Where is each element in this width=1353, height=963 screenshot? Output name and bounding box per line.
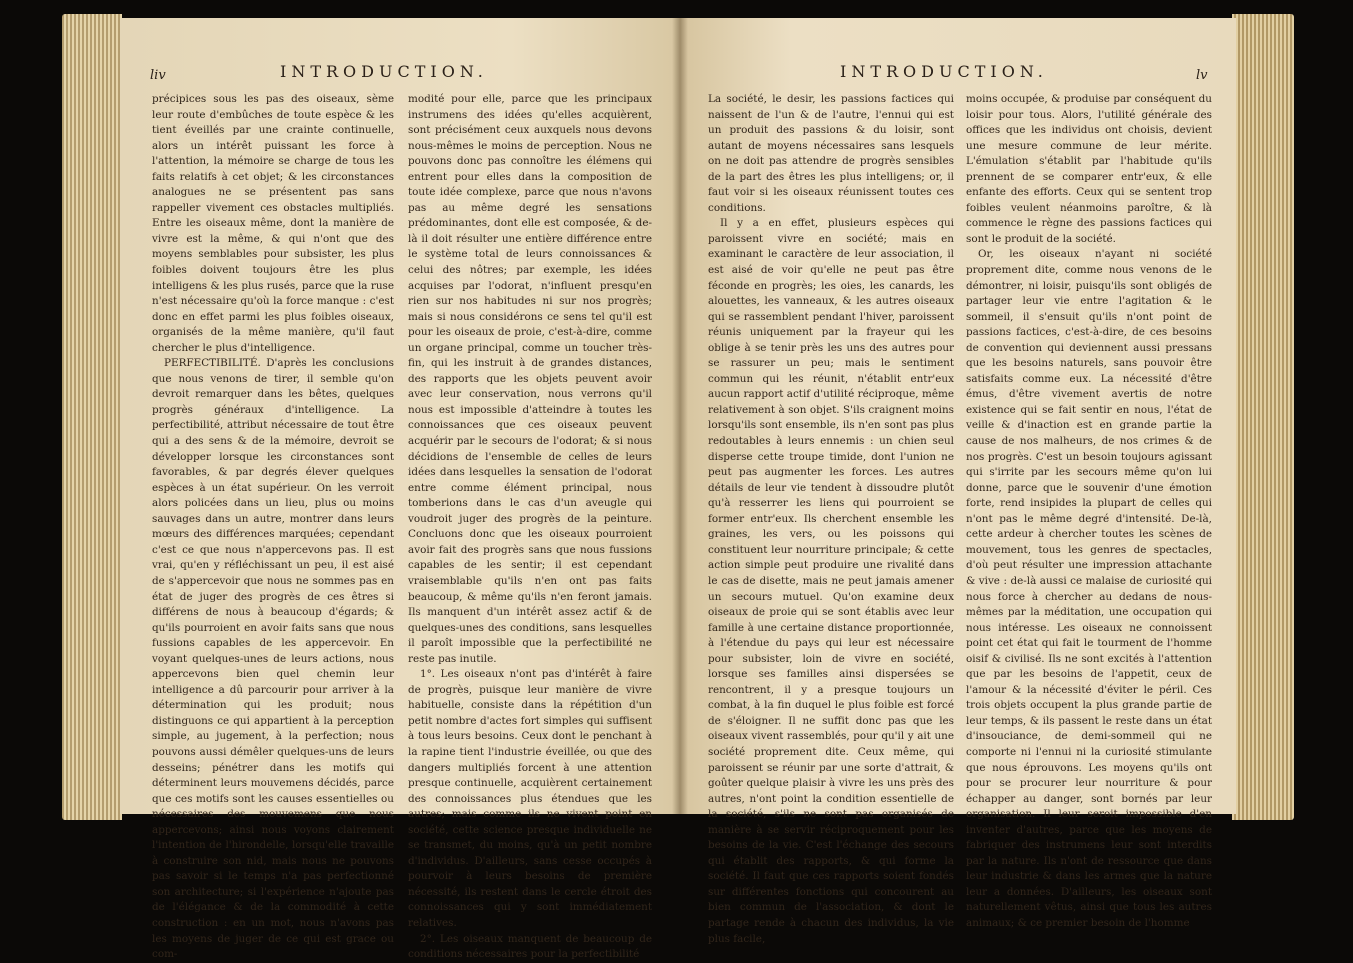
right-column-2 — [966, 92, 1212, 929]
left-running-head: INTRODUCTION. — [280, 62, 488, 81]
left-column-1 — [152, 92, 394, 961]
left-page-number: liv — [150, 68, 166, 83]
left-page-edges — [62, 14, 122, 820]
right-page-number: lv — [1196, 68, 1208, 83]
right-column-1 — [708, 92, 954, 945]
book-gutter — [672, 18, 688, 814]
paragraph: précipices sous les pas des oiseaux, sème leur route d'embûches de toute espèce & les tient éveillés par une crainte continuelle, alors un intérêt puissant les force à l'attention, la mémoire se charge de tous les faits relatifs à cet objet; & les circonstances analogues ne se présentent pas sans rappeller vivement ces obstacles multipliés. Entre les oiseaux même, dont la manière de vivre est la même, & qui n'ont que des moyens semblables pour subsister, les plus foibles doivent toujours être les plus intelligens & les plus rusés, parce que la ruse n'est nécessaire qu'où la force manque : c'est donc en effet parmi les plus foibles oiseaux, organisés de la même manière, qu'il faut chercher le plus d'intelligence. — [152, 93, 394, 354]
right-page-edges — [1232, 14, 1294, 820]
paragraph: 1°. Les oiseaux n'ont pas d'intérêt à faire de progrès, puisque leur manière de vivre habituelle, consiste dans la répétition d'un petit nombre d'actes fort simples qui suffisent à tous leurs besoins. Ceux dont le penchant à la rapine tient l'industrie éveillée, ou que des dangers multipliés forcent à une attention presque continuelle, acquièrent certainement des connoissances plus étendues que les autres; mais comme ils ne vivent point en société, cette science presque individuelle ne se transmet, du moins, qu'à un petit nombre d'individus. D'ailleurs, sans cesse occupés à pourvoir à leurs besoins de première nécessité, ils restent dans le cercle étroit des connoissances qui y sont immédiatement relatives. — [408, 668, 652, 929]
left-page — [120, 18, 680, 961]
paragraph: Or, les oiseaux n'ayant ni société proprement dite, comme nous venons de le démontrer, ni loisir, puisqu'ils sont obligés de partager leur vie entre l'agitation & le sommeil, il s'ensuit qu'ils n'ont point de passions factices, c'est-à-dire, de ces besoins de convention qui deviennent aussi pressans que les besoins naturels, sans pouvoir être satisfaits comme eux. La nécessité d'être émus, d'être vivement avertis de notre existence qui se fait sentir en nous, l'état de veille & d'inaction est en grande partie la cause de nos malheurs, de nos crimes & de nos progrès. C'est un besoin toujours agissant qui s'irrite par les secours même qu'on lui donne, parce que le souvenir d'une émotion forte, rend insipides la plupart de celles qui n'ont pas le même degré d'intensité. De-là, cette ardeur à chercher toutes les scènes de mouvement, tous les genres de spectacles, d'où peut résulter une impression attachante & vive : de-là aussi ce malaise de curiosité qui nous force à chercher au dedans de nous-mêmes par la méditation, une occupation qui nous intéresse. Les oiseaux ne connoissent point cet état qui fait le tourment de l'homme oisif & civilisé. Ils ne sont excités à l'attention que par les besoins de l'appetit, ceux de l'amour & la nécessité d'éviter le péril. Ces trois objets occupent la plus grande partie de leur temps, & ils passent le reste dans un état d'insouciance, de demi-sommeil qui ne comporte ni l'ennui ni la curiosité stimulante que nous éprouvons. Les moyens qu'ils ont pour se procurer leur nourriture & pour échapper au danger, sont bornés par leur organisation. Il leur seroit impossible d'en inventer d'autres, parce que les moyens de fabriquer des instrumens leur sont interdits par la nature. Ils n'ont de ressource que dans leur industrie & dans les armes que la nature leur a données. D'ailleurs, les oiseaux sont naturellement vêtus, ainsi que tous les autres animaux; & ce premier besoin de l'homme — [966, 248, 1212, 929]
left-column-2 — [408, 92, 652, 961]
paragraph: PERFECTIBILITÉ. D'après les conclusions que nous venons de tirer, il semble qu'on devroit remarquer dans les bêtes, quelques progrès généraux d'intelligence. La perfectibilité, attribut nécessaire de tout être qui a des sens & de la mémoire, devroit se développer lorsque les circonstances sont favorables, & par degrés élever quelques espèces à un état supérieur. On les verroit alors policées dans un lieu, plus ou moins sauvages dans un autre, montrer dans leurs mœurs des différences marquées; cependant c'est ce que nous n'appercevons pas. Il est vrai, qu'en y réfléchissant un peu, il est aisé de s'appercevoir que nous ne sommes pas en état de juger des progrès de ces êtres si différens de nous à beaucoup d'égards; & qu'ils pourroient en avoir faits sans que nous fussions capables de les appercevoir. En voyant quelques-unes de leurs actions, nous appercevons bien quel chemin leur intelligence a dû parcourir pour arriver à la détermination qui les produit; nous distinguons ce qui appartient à la perception simple, au jugement, à la perfection; nous pouvons aussi démêler quelques-uns de leurs desseins; pénétrer dans les motifs qui déterminent leurs mouvemens décidés, parce que ces motifs sont les causes essentielles ou nécessaires des mouvemens que nous appercevons; ainsi nous voyons clairement l'intention de l'hirondelle, lorsqu'elle travaille à construire son nid, mais nous ne pouvons pas savoir si le temps n'a pas perfectionné son architecture; si l'expérience n'ajoute pas de l'élégance & de la commodité à cette construction : en un mot, nous n'avons pas les moyens de juger de ce qui est grace ou com- — [152, 357, 394, 961]
right-page — [680, 18, 1236, 945]
right-running-head: INTRODUCTION. — [840, 62, 1048, 81]
paragraph: 2°. Les oiseaux manquent de beaucoup de conditions nécessaires pour la perfectibilité — [408, 932, 652, 961]
paragraph: modité pour elle, parce que les principaux instrumens des idées qu'elles acquièrent, sont précisément ceux auxquels nous devons nous-mêmes le moins de perception. Nous ne pouvons donc pas connoître les élémens qui entrent pour elles dans la composition de toute idée complexe, parce que nous n'avons pas au même degré les sensations prédominantes, dont elle est composée, & de-là il doit résulter une entière différence entre le système total de leurs connoissances & celui des nôtres; par exemple, les idées acquises par l'odorat, n'influent presqu'en rien sur nos habitudes ni sur nos progrès; mais si nous considérons ce sens tel qu'il est pour les oiseaux de proie, c'est-à-dire, comme un organe principal, comme un toucher très-fin, qui les instruit à de grandes distances, des rapports que les objets peuvent avoir avec leur conservation, nous verrons qu'il nous est impossible d'atteindre à toutes les connoissances que ces oiseaux peuvent acquérir par le secours de l'odorat; & si nous décidions de l'ensemble de celles de leurs idées dans lesquelles la sensation de l'odorat entre comme élément principal, nous tomberions dans le cas d'un aveugle qui voudroit juger des progrès de la peinture. Concluons donc que les oiseaux pourroient avoir fait des progrès sans que nous fussions capables de les sentir; il est cependant vraisemblable qu'ils n'en ont pas faits beaucoup, & même qu'ils n'en feront jamais. Ils manquent d'un intérêt assez actif & de quelques-unes des conditions, sans lesquelles il paroît impossible que la perfectibilité ne reste pas inutile. — [408, 93, 652, 665]
paragraph: La société, le desir, les passions factices qui naissent de l'un & de l'autre, l'ennui qui est un produit des passions & du loisir, sont autant de moyens nécessaires sans lesquels on ne doit pas attendre de progrès sensibles de la part des êtres les plus intelligens; or, il faut voir si les oiseaux réunissent toutes ces conditions. — [708, 93, 954, 214]
paragraph: moins occupée, & produise par conséquent du loisir pour tous. Alors, l'utilité générale des offices que les individus ont choisis, devient une mesure commune de leur mérite. L'émulation s'établit par l'habitude qu'ils prennent de se comparer entr'eux, & elle enfante des efforts. Ceux qui se sentent trop foibles veulent néanmoins paroître, & là commence le règne des passions factices qui sont le produit de la société. — [966, 93, 1212, 245]
paragraph: Il y a en effet, plusieurs espèces qui paroissent vivre en société; mais en examinant le caractère de leur association, il est aisé de voir qu'elle ne peut pas être féconde en progrès; les oies, les canards, les alouettes, les vanneaux, & les autres oiseaux qui se rassemblent pendant l'hiver, paroissent réunis uniquement par la frayeur qui les oblige à se tenir près les uns des autres pour se rassurer un peu; mais le sentiment commun qui les réunit, n'établit entr'eux aucun rapport actif d'utilité réciproque, même relativement à son objet. S'ils craignent moins lorsqu'ils sont ensemble, ils n'en sont pas plus redoutables à leurs ennemis : un chien seul disperse cette troupe timide, dont l'union ne peut pas augmenter les forces. Les autres détails de leur vie tendent à dissoudre plutôt qu'à resserrer les liens qui pourroient se former entr'eux. Ils cherchent ensemble les graines, les vers, ou les poissons qui constituent leur nourriture principale; & cette action simple peut produire une rivalité dans le cas de disette, mais ne peut jamais amener un secours mutuel. Qu'on examine deux oiseaux de proie qui se sont établis avec leur famille à une certaine distance proportionnée, à l'étendue du pays qui leur est nécessaire pour subsister, loin de vivre en société, lorsque ses familles ainsi dispersées se rencontrent, il y a presque toujours un combat, à la fin duquel le plus foible est forcé de s'éloigner. Il ne suffit donc pas que les oiseaux vivent rassemblés, pour qu'il y ait une société proprement dite. Ceux même, qui paroissent se réunir par une sorte d'attrait, & goûter quelque plaisir à vivre les uns près des autres, n'ont point la condition essentielle de la société, s'ils ne sont pas organisés de manière à se servir réciproquement pour les besoins de la vie. C'est l'échange des secours qui établit des rapports, & qui forme la société. Il faut que ces rapports soient fondés sur différentes fonctions qui concourent au bien commun de l'association, & dont le partage rende à chacun des individus, la vie plus facile, — [708, 217, 954, 945]
